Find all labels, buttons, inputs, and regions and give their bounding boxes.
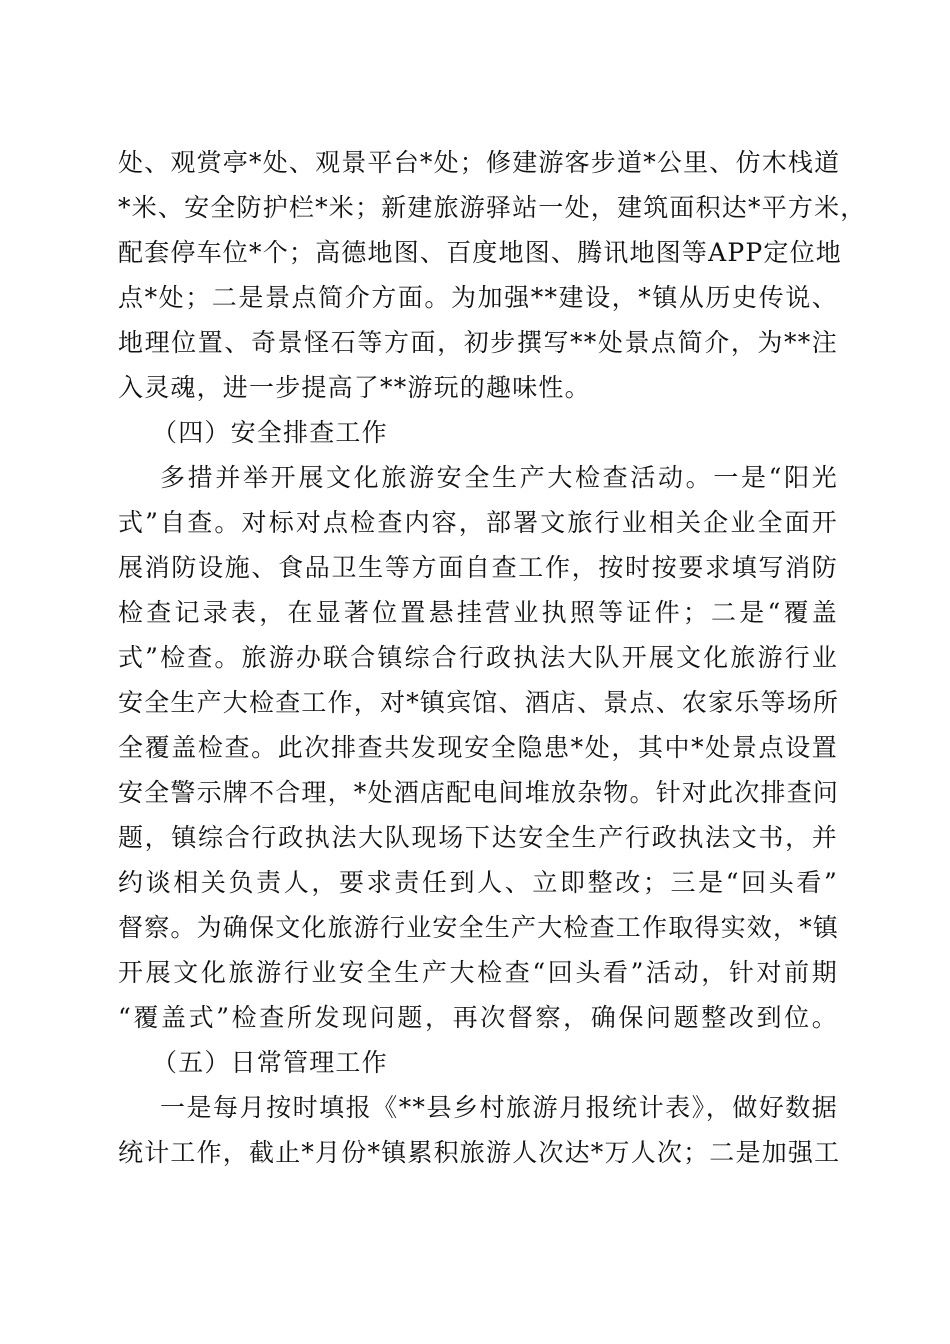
text-line: *米、安全防护栏*米；新建旅游驿站一处，建筑面积达*平方米， (118, 193, 867, 222)
text-line: 约谈相关负责人，要求责任到人、立即整改；三是“回头看” (118, 868, 838, 897)
text-line: 统计工作，截止*月份*镇累积旅游人次达*万人次；二是加强工 (118, 1138, 841, 1167)
text-line: 地理位置、奇景怪石等方面，初步撰写**处景点简介，为**注 (118, 328, 838, 357)
text-line: 多措并举开展文化旅游安全生产大检查活动。一是“阳光 (160, 463, 838, 492)
text-line: 全覆盖检查。此次排查共发现安全隐患*处，其中*处景点设置 (118, 733, 838, 762)
text-line: 一是每月按时填报《**县乡村旅游月报统计表》，做好数据 (160, 1093, 838, 1122)
section-heading: （五）日常管理工作 (152, 1048, 388, 1077)
text-line: 题，镇综合行政执法大队现场下达安全生产行政执法文书，并 (118, 823, 838, 852)
text-line: 展消防设施、食品卫生等方面自查工作，按时按要求填写消防 (118, 553, 838, 582)
text-line: 点*处；二是景点简介方面。为加强**建设，*镇从历史传说、 (118, 283, 838, 312)
text-line: 式”自查。对标对点检查内容，部署文旅行业相关企业全面开 (118, 508, 838, 537)
text-line: 入灵魂，进一步提高了**游玩的趣味性。 (118, 373, 591, 402)
text-line: 安全警示牌不合理，*处酒店配电间堆放杂物。针对此次排查问 (118, 778, 840, 807)
text-line: “覆盖式”检查所发现问题，再次督察，确保问题整改到位。 (118, 1003, 838, 1032)
text-line: 配套停车位*个；高德地图、百度地图、腾讯地图等APP定位地 (118, 238, 842, 267)
text-line: 督察。为确保文化旅游行业安全生产大检查工作取得实效，*镇 (118, 913, 840, 942)
text-line: 开展文化旅游行业安全生产大检查“回头看”活动，针对前期 (118, 958, 838, 987)
text-line: 处、观赏亭*处、观景平台*处；修建游客步道*公里、仿木栈道 (118, 148, 841, 177)
text-line: 安全生产大检查工作，对*镇宾馆、酒店、景点、农家乐等场所 (118, 688, 840, 717)
text-line: 式”检查。旅游办联合镇综合行政执法大队开展文化旅游行业 (118, 643, 838, 672)
text-line: 检查记录表，在显著位置悬挂营业执照等证件；二是“覆盖 (118, 598, 838, 627)
section-heading: （四）安全排查工作 (152, 418, 388, 447)
